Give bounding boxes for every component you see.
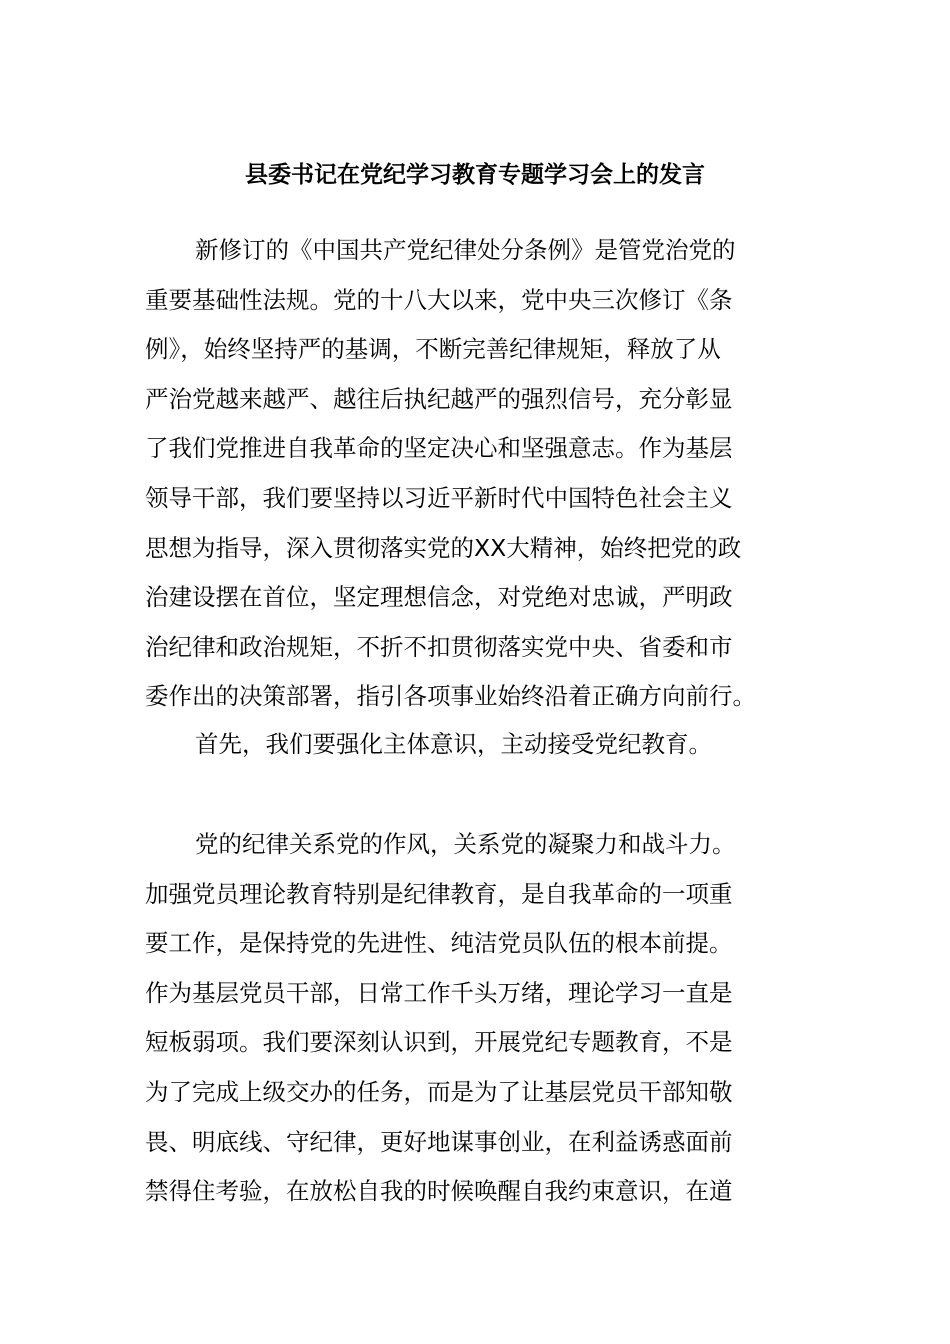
paragraph-line: 思想为指导，深入贯彻落实党的XX大精神，始终把党的政 [145,533,742,562]
paragraph-line: 重要基础性法规。党的十八大以来，党中央三次修订《条 [145,285,733,314]
paragraph-line: 例》，始终坚持严的基调，不断完善纪律规矩，释放了从 [145,335,721,364]
paragraph-line: 短板弱项。我们要深刻认识到，开展党纪专题教育，不是 [145,1028,733,1057]
paragraph-line: 治建设摆在首位，坚定理想信念，对党绝对忠诚，严明政 [145,583,733,612]
paragraph-line: 加强党员理论教育特别是纪律教育，是自我革命的一项重 [145,879,733,908]
paragraph-line: 作为基层党员干部，日常工作千头万绪，理论学习一直是 [145,978,733,1007]
paragraph-line: 党的纪律关系党的作风，关系党的凝聚力和战斗力。 [195,830,736,858]
document-title: 县委书记在党纪学习教育专题学习会上的发言 [245,162,705,188]
paragraph-intro [145,226,805,722]
paragraph-line: 委作出的决策部署，指引各项事业始终沿着正确方向前行。 [145,682,756,711]
paragraph-section-heading [145,720,805,770]
paragraph-line: 领导干部，我们要坚持以习近平新时代中国特色社会主义 [145,483,733,512]
paragraph-line: 新修订的《中国共产党纪律处分条例》是管党治党的 [195,236,736,264]
paragraph-line: 了我们党推进自我革命的坚定决心和坚强意志。作为基层 [145,434,733,463]
paragraph-body [145,820,805,1217]
paragraph-line: 治纪律和政治规矩，不折不扣贯彻落实党中央、省委和市 [145,632,733,661]
paragraph-line: 畏、明底线、守纪律，更好地谋事创业，在利益诱惑面前 [145,1127,733,1156]
paragraph-line: 为了完成上级交办的任务，而是为了让基层党员干部知敬 [145,1077,733,1106]
paragraph-line: 首先，我们要强化主体意识，主动接受党纪教育。 [195,730,712,758]
paragraph-line: 要工作，是保持党的先进性、纯洁党员队伍的根本前提。 [145,929,733,958]
paragraph-line: 禁得住考验，在放松自我的时候唤醒自我约束意识，在道 [145,1177,733,1206]
paragraph-line: 严治党越来越严、越往后执纪越严的强烈信号，充分彰显 [145,384,733,413]
